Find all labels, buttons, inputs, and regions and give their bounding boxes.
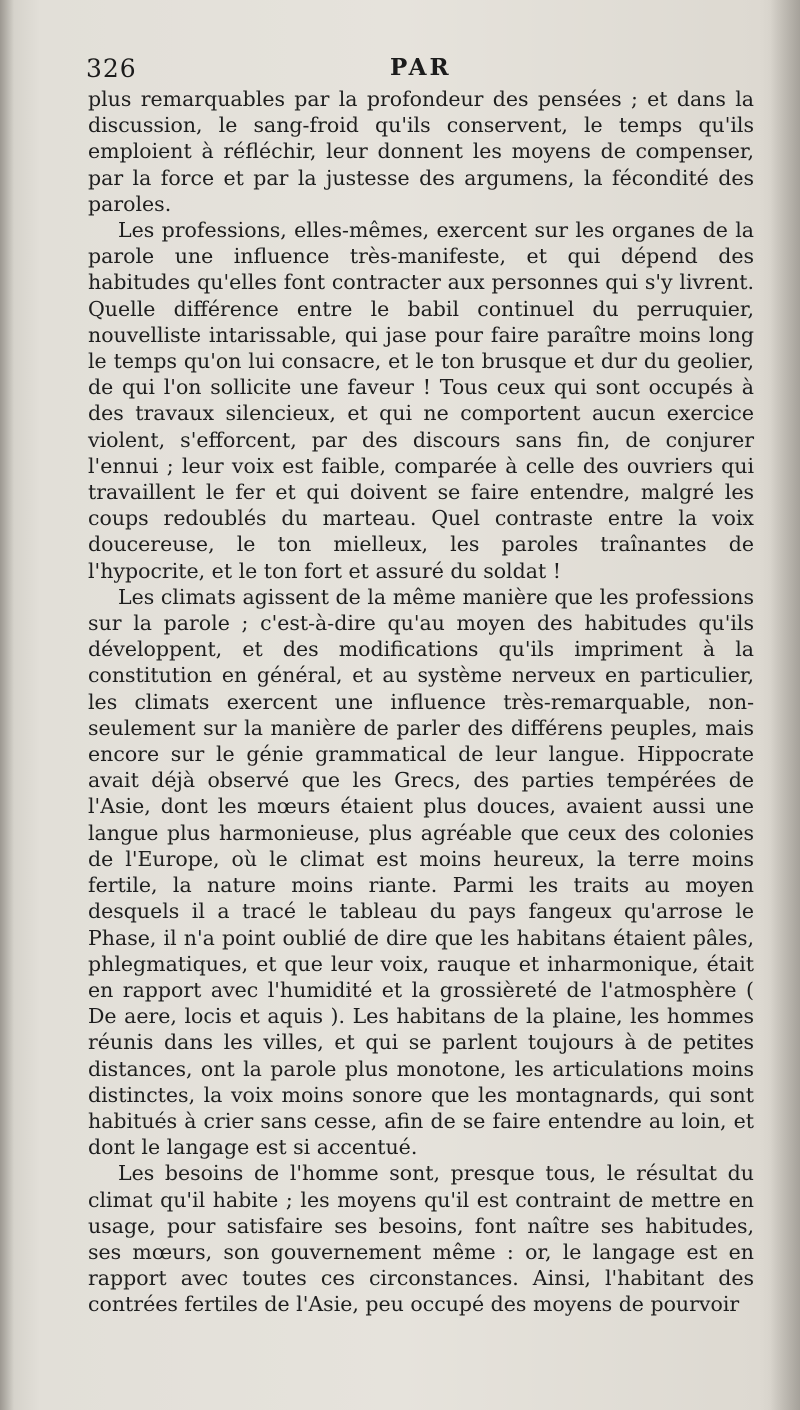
paragraph-professions: Les professions, elles-mêmes, exercent sur les organes de la parole une influence très-manifeste, et qui dépend des habitudes qu'elles font contracter aux personnes qui s'y livrent. Quelle différence entre le babil continuel du perruquier, nouvelliste intarissable, qui jase pour faire paraître moins long le temps qu'on lui consacre, et le ton brusque et dur du geolier, de qui l'on sollicite une faveur ! Tous ceux qui sont occupés à des travaux silencieux, et qui ne comportent aucun exercice violent, s'efforcent, par des discours sans fin, de conjurer l'ennui ; leur voix est faible, comparée à celle des ouvriers qui travaillent le fer et qui doivent se faire entendre, malgré les coups redoublés du marteau. Quel contraste entre la voix doucereuse, le ton mielleux, les paroles traînantes de l'hypocrite, et le ton fort et assuré du soldat !: [88, 218, 754, 583]
page-header: [86, 54, 756, 88]
page-gutter-shadow: [0, 0, 14, 1410]
paragraph-besoins: Les besoins de l'homme sont, presque tous, le résultat du climat qu'il habite ; les moyens qu'il est contraint de mettre en usage, pour satisfaire ses besoins, font naître ses habitudes, ses mœurs, son gouvernement même : or, le langage est en rapport avec toutes ces circonstances. Ainsi, l'habitant des contrées fertiles de l'Asie, peu occupé des moyens de pourvoir: [88, 1161, 754, 1317]
page-number: 326: [86, 54, 137, 83]
page-edge-shadow: [770, 0, 800, 1410]
running-head: PAR: [390, 54, 452, 81]
body-text: [88, 86, 754, 1318]
paragraph-climats: Les climats agissent de la même manière que les professions sur la parole ; c'est-à-dire qu'au moyen des habitudes qu'ils développent, et des modifications qu'ils impriment à la constitution en général, et au système nerveux en particulier, les climats exercent une influence très-remarquable, non-seulement sur la manière de parler des différens peuples, mais encore sur le génie grammatical de leur langue. Hippocrate avait déjà observé que les Grecs, des parties tempérées de l'Asie, dont les mœurs étaient plus douces, avaient aussi une langue plus harmonieuse, plus agréable que ceux des colonies de l'Europe, où le climat est moins heureux, la terre moins fertile, la nature moins riante. Parmi les traits au moyen desquels il a tracé le tableau du pays fangeux qu'arrose le Phase, il n'a point oublié de dire que les habitans étaient pâles, phlegmatiques, et que leur voix, rauque et inharmonique, était en rapport avec l'humidité et la grossièreté de l'atmosphère ( De aere, locis et aquis ). Les habitans de la plaine, les hommes réunis dans les villes, et qui se parlent toujours à de petites distances, ont la parole plus monotone, les articulations moins distinctes, la voix moins sonore que les montagnards, qui sont habitués à crier sans cesse, afin de se faire entendre au loin, et dont le langage est si accentué.: [88, 584, 754, 1160]
paragraph-continuation: plus remarquables par la profondeur des pensées ; et dans la discussion, le sang-froid qu'ils conservent, le temps qu'ils emploient à réfléchir, leur donnent les moyens de compenser, par la force et par la justesse des argumens, la fécondité des paroles.: [88, 87, 754, 216]
